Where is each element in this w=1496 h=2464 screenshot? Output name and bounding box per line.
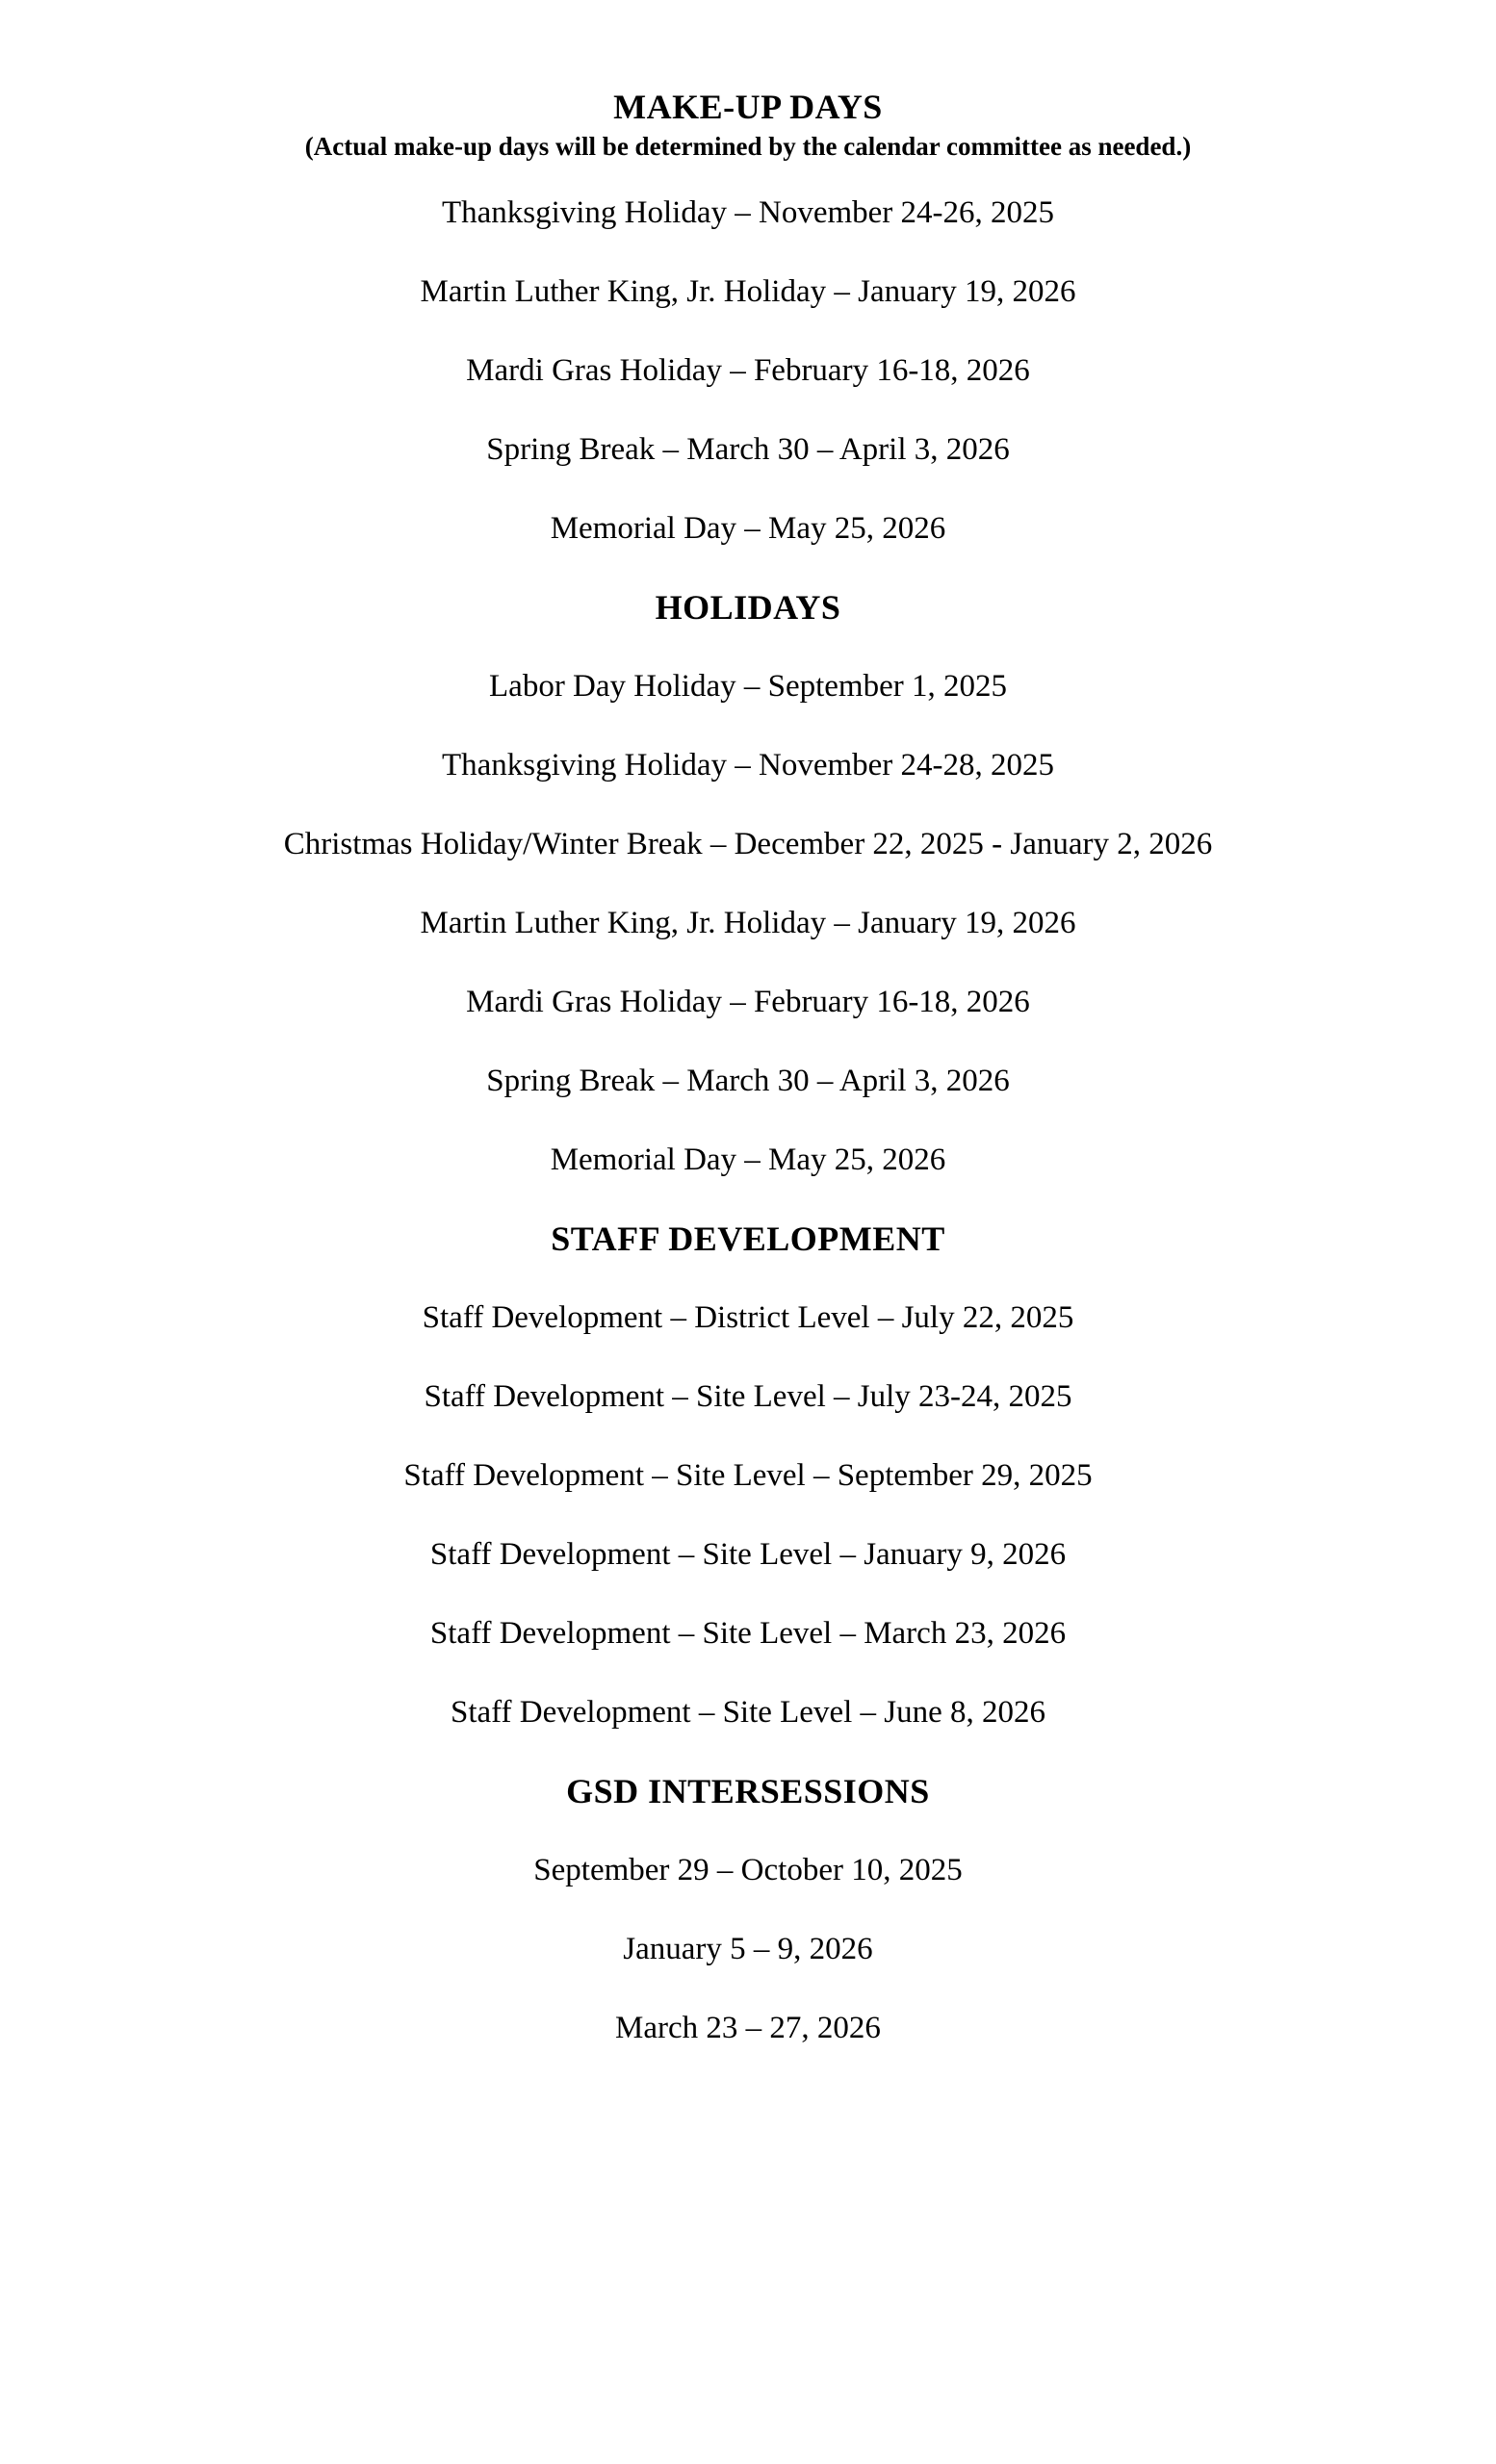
event-line: Memorial Day – May 25, 2026 [550,511,946,546]
event-line: January 5 – 9, 2026 [623,1932,873,1966]
event-line: Labor Day Holiday – September 1, 2025 [489,669,1007,704]
make-up-days-note: (Actual make-up days will be determined by the calendar committee as needed.) [304,132,1192,161]
event-line: Thanksgiving Holiday – November 24-28, 2025 [441,748,1055,783]
event-line: Spring Break – March 30 – April 3, 2026 [486,1064,1010,1098]
section-heading-make-up-days: MAKE-UP DAYS [613,88,883,126]
event-lines [0,173,1496,2067]
event-line: Staff Development – Site Level – September 29, 2025 [403,1458,1093,1493]
event-line: Spring Break – March 30 – April 3, 2026 [486,432,1010,467]
event-line: Memorial Day – May 25, 2026 [550,1142,946,1177]
event-line: September 29 – October 10, 2025 [533,1853,963,1887]
event-line: Christmas Holiday/Winter Break – December 22, 2025 - January 2, 2026 [283,827,1213,861]
section-heading-staff-development: STAFF DEVELOPMENT [551,1219,945,1258]
event-line: Staff Development – Site Level – January 9, 2026 [429,1537,1067,1572]
section-heading-gsd-intersessions: GSD INTERSESSIONS [566,1772,930,1810]
event-line: Staff Development – District Level – July 22, 2025 [422,1300,1074,1335]
event-line: Thanksgiving Holiday – November 24-26, 2025 [441,195,1055,230]
section-heading-holidays: HOLIDAYS [655,588,841,627]
event-line: Mardi Gras Holiday – February 16-18, 2026 [466,353,1030,388]
event-line: Staff Development – Site Level – March 23, 2026 [429,1616,1067,1651]
event-line: Martin Luther King, Jr. Holiday – January 19, 2026 [420,906,1076,940]
event-line: March 23 – 27, 2026 [615,2011,881,2045]
event-line: Mardi Gras Holiday – February 16-18, 2026 [466,985,1030,1019]
event-line: Staff Development – Site Level – June 8, 2026 [450,1695,1046,1730]
event-line: Martin Luther King, Jr. Holiday – January 19, 2026 [420,274,1076,309]
event-line: Staff Development – Site Level – July 23-24, 2025 [424,1379,1072,1414]
